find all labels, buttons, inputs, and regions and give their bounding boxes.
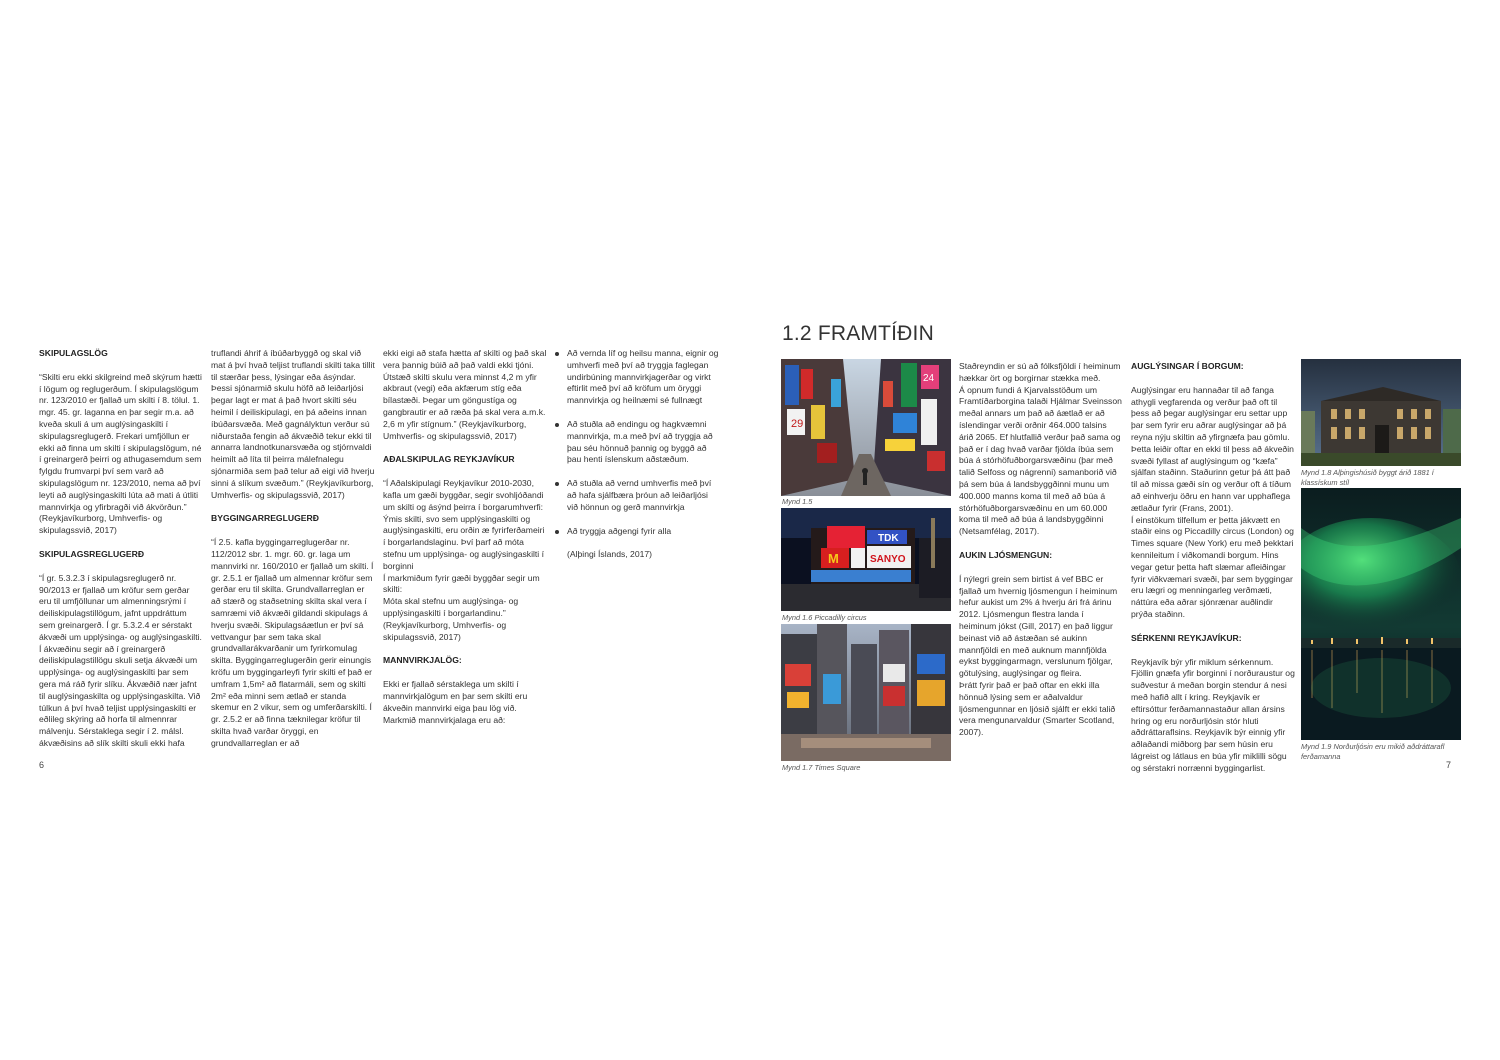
heading-auglysingar: AUGLÝSINGAR Í BORGUM:: [1131, 361, 1244, 371]
list-item: Að stuðla að endingu og hagkvæmni mannvirkja, m.a með því að tryggja að þau séu hönnuð þannig og byggð að þau henti íslenskum aðstæðum.: [555, 419, 721, 466]
sign-sanyo: SANYO: [870, 554, 906, 565]
paragraph: Auglýsingar eru hannaðar til að fanga athygli vegfarenda og verður það oft til þess að þegar auglýsingar eru settar upp þar sem fyrir eru aðrar auglýsingar að þá reyna nýju skiltin að yfirgnæfa þau gömlu. Þetta leiðir oftar en ekki til þess að ákveðin svæði fyllast af auglýsingum og “kæfa” sjálfan staðinn. Staðurinn getur þá átt það til að missa gæði sín og verður oft á tíðum að einhverju öðru en hann var upphaflega ætlaður fyrir (Frans, 2001). Í einstökum tilfellum er þetta jákvætt en staðir eins og Piccadilly circus (London) og Times square (New York) eru með þekktari kennileitum í viðkomandi borgum. Hins vegar getur þetta haft slæmar afleiðingar fyrir viðkvæmari svæði, þar sem byggingar eru lægri og menningarleg verðmæti, náttúra eða aðrar sjónrænar auðlindir prýða staðinn.: [1131, 384, 1294, 619]
heading-adalskipulag: AÐALSKIPULAG REYKJAVÍKUR: [383, 454, 515, 465]
caption-img1: Mynd 1.5: [782, 497, 813, 506]
paragraph: “Í gr. 5.3.2.3 í skipulagsreglugerð nr. 90/2013 er fjallað um kröfur sem gerðar eru til umfjöllunar um almenningsrými í deiliskipulagstillögum, jafnt uppdráttum sem greinargerð. Í gr. 5.3.2.4 er sérstakt ákvæði um upplýsinga- og auglýsingaskilti. Í ákvæðinu segir að í greinargerð deiliskipulagstillögu skuli setja ákvæði um upplýsinga- og auglýsingaskilti þar sem gera má ráð fyrir slíku. Ákvæðið nær jafnt til auglýsingaskilta og upplýsingaskilta. Við túlkun á því hvað teljist upplýsingaskilti er eðlileg skýring að horfa til almennrar málvenju. Sérstaklega segir í 2. málsl. ákvæðisins að slík skilti skuli ekki hafa: [39, 572, 202, 748]
sign-tdk: TDK: [878, 533, 899, 544]
paragraph: “Í Aðalskipulagi Reykjavíkur 2010-2030, kafla um gæði byggðar, segir svohljóðandi um skilti og ásýnd þeirra í borgarumhverfi: Ýmis skilti, svo sem upplýsingaskilti og auglýsingaskilti, eru orðin æ fyrirferðameiri í borgarlandslaginu. Því þarf að móta stefnu um upplýsinga- og auglýsingaskilti í borginni Í markmiðum fyrir gæði byggðar segir um skilti: Móta skal stefnu um auglýsinga- og upplýsingaskilti í borgarlandinu.” (Reykjavíkurborg, Umhverfis- og skipulagssvið, 2017): [383, 478, 545, 642]
piccadilly-photo: [781, 508, 951, 611]
northern-lights-photo: [1301, 488, 1461, 740]
list-item: Að stuðla að vernd umhverfis með því að hafa sjálfbæra þróun að leiðarljósi við hönnun og gerð mannvirkja: [555, 478, 721, 513]
asian-street-photo: [781, 359, 951, 496]
althingishusid-photo: [1301, 359, 1461, 466]
heading-serkenni: SÉRKENNI REYKJAVÍKUR:: [1131, 632, 1242, 643]
caption-img4: Mynd 1.8 Alþingishúsið byggt árið 1881 í klassískum stíl: [1301, 468, 1434, 487]
paragraph: truflandi áhrif á íbúðarbyggð og skal við mat á því hvað teljist truflandi skilti taka tillit til stærðar þess, lýsingar eða ásýndar. Þessi sjónarmið skulu höfð að leiðarljósi þegar lagt er mat á það hvort skilti séu heimil í deiliskipulagi, en þá aðeins innan íbúðarsvæða. Með gagnályktun verður sú niðurstaða fengin að ákvæðið tekur ekki til annarra landnotkunarsvæða og stjórnvaldi heimilt að líta til þeirra málefnalegu sjónarmiða sem það telur að eigi við hverju sinni á slíkum svæðum.” (Reykjavíkurborg, Umhverfis- og skipulagssvið, 2017): [211, 348, 375, 500]
sign-24: 24: [923, 373, 935, 384]
right-column-2: [1131, 361, 1295, 787]
heading-mannvirkjalog: MANNVIRKJALÖG:: [383, 655, 462, 666]
caption-img5: Mynd 1.9 Norðurljósin eru mikið aðdráttarafl ferðamanna: [1301, 742, 1445, 761]
list-item: Að tryggja aðgengi fyrir alla: [555, 526, 721, 538]
heading-byggingarreglugerd: BYGGINGARREGLUGERÐ: [211, 513, 319, 524]
sign-29: 29: [791, 418, 804, 430]
times-square-photo: [781, 624, 951, 761]
right-column-1: [959, 361, 1123, 751]
paragraph: Reykjavík býr yfir miklum sérkennum. Fjöllin gnæfa yfir borginni í norðuraustur og suðvestur á meðan borgin stendur á nesi með hafið allt í kring. Reykjavík er eftirsóttur ferðamannastaður allan ársins hring og eru norðurljósin stór hluti aðdráttaraflsins. Reykjavík býr einnig yfir aðlaðandi miðborg þar sem húsin eru lágreist og látlaus en búa yfir miklilli sögu og sérstakri norrænni byggingarlist.: [1131, 656, 1295, 773]
page-number: 7: [1446, 760, 1452, 770]
paragraph: “Í 2.5. kafla byggingarreglugerðar nr. 112/2012 sbr. 1. mgr. 60. gr. laga um mannvirki nr. 160/2010 er fjallað um skilti. Í gr. 2.5.1 er fjallað um almennar kröfur sem gerðar eru til skilta. Grundvallarreglan er að stærð og staðsetning skilta skal vera í samræmi við ákvæði gildandi skipulags á hverju svæði. Skipulagsáætlun er því sá vettvangur þar sem taka skal grundvallarákvarðanir um fyrirkomulag skilta. Byggingarreglugerðin gerir einungis kröfu um byggingarleyfi fyrir skilti ef það er umfram 1,5m² að flatarmáli, sem og skilti 2m² eða minni sem ætlað er standa skemur en 2 vikur, sem og umferðarskilti. Í gr. 2.5.2 er að finna tæknilegar kröfur til skilta hvað varðar öryggi, en grundvallarreglan er að: [211, 537, 374, 748]
caption-img3: Mynd 1.7 Times Square: [782, 763, 861, 772]
sign-mcdonalds: M: [828, 551, 839, 566]
section-title: 1.2 FRAMTÍÐIN: [782, 322, 934, 345]
caption-img2: Mynd 1.6 Piccadilly circus: [782, 613, 867, 622]
page-number: 6: [39, 760, 45, 770]
heading-skipulagslog: SKIPULAGSLÖG: [39, 348, 108, 358]
paragraph: Staðreyndin er sú að fólksfjöldi í heiminum hækkar ört og borgirnar stækka með. Á opnum fundi á Kjarvalsstöðum um Framtíðarborgina talaði Hjálmar Sveinsson meðal annars um það að áætlað er að íslendingar verði orðnir 464.000 talsins árið 2065. Ef hlutfallið verður það sama og það er í dag hvað varðar fjölda íbúa sem búa á stórhöfuðborgarsvæðinu (þar með talið Selfoss og nágrenni) samanborið við þá sem búa á landsbyggðinni munu um 400.000 manns koma til með að búa á stórhöfuðborgarsvæðinu en um 60.000 koma til með að búa á landsbyggðinni (Netsamfélag, 2017).: [959, 361, 1122, 537]
paragraph: Í nýlegri grein sem birtist á vef BBC er fjallað um hvernig ljósmengun í heiminum hefur aukist um 2% á hverju ári frá árinu 2012. Ljósmengun flestra landa í heiminum jókst (Gill, 2017) en það liggur beinast við að ástæðan sé aukinn mannfjöldi en með auknum mannfjölda eykst byggingarmagn, verslunum fjölgar, götulýsing, auglýsingar og fleira. Þrátt fyrir það er það oftar en ekki illa hönnuð lýsing sem er aðalvaldur ljósmengunnar en ljósið sjálft er ekki talið vera mengunarvaldur (Smarter Scotland, 2007).: [959, 573, 1118, 738]
source-citation: (Alþingi Íslands, 2017): [567, 549, 653, 560]
heading-skipulagsreglugerd: SKIPULAGSREGLUGERÐ: [39, 548, 145, 559]
heading-aukin-ljosmengun: AUKIN LJÓSMENGUN:: [959, 549, 1053, 560]
paragraph: ekki eigi að stafa hætta af skilti og það skal vera þannig búið að það valdi ekki tjóni. Útstæð skilti skulu vera minnst 4,2 m yfir akbraut (vegi) eða akfærum stíg eða bílastæði. Þegar um göngustíga og gangbrautir er að ræða þá skal vera a.m.k. 2,6 m yfir stígnum.” (Reykjavíkurborg, Umhverfis- og skipulagssvið, 2017): [383, 348, 547, 441]
paragraph: “Skilti eru ekki skilgreind með skýrum hætti í lögum og reglugerðum. Í skipulagslögum nr. 123/2010 er fjallað um skilti í 8. tölul. 1. mgr. 45. gr. laganna en þar segir m.a. að kveða skuli á um auglýsingaskilti í skipulagsreglugerð. Frekari umfjöllun er ekki að finna um skilti í skipulagslögum, né í greinargerð þeirri og athugasemdum sem fylgdu frumvarpi því sem varð að skipulagslögum nr. 123/2010, nema að því leyti að auglýsingaskilti lúta að mati á útliti mannvirkja og yfirbragði við ákvörðun.” (Reykjavíkurborg, Umhverfis- og skipulagssvið, 2017): [39, 371, 202, 536]
paragraph: Ekki er fjallað sérstaklega um skilti í mannvirkjalögum en þar sem skilti eru ákveðin mannvirki eiga þau lög við. Markmið mannvirkjalaga eru að:: [383, 679, 528, 725]
list-item: Að vernda líf og heilsu manna, eignir og umhverfi með því að tryggja faglegan undirbúning mannvirkjagerðar og virkt eftirlit með því að kröfum um öryggi mannvirkja og heilnæmi sé fullnægt: [555, 348, 721, 407]
